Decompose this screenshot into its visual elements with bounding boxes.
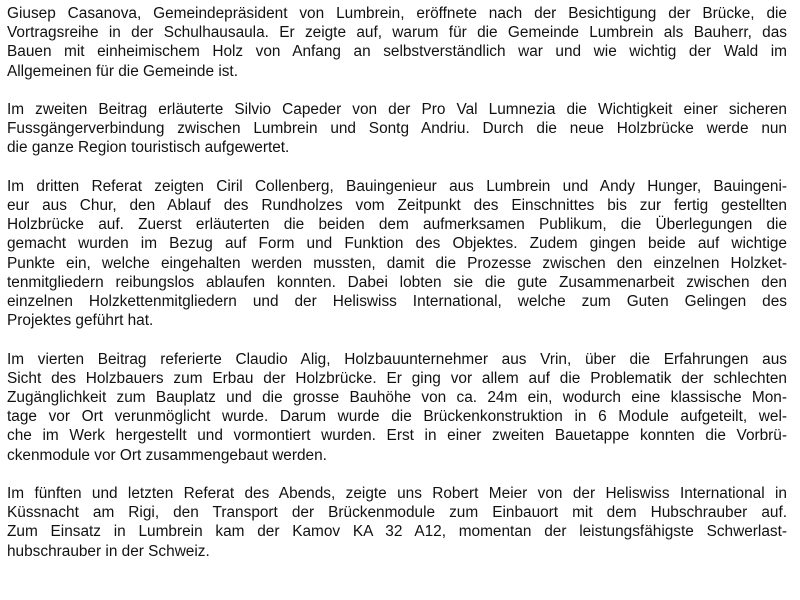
paragraph-fourth-talk bbox=[7, 350, 787, 465]
text-line: ckenmodule vor Ort zusammengebaut werden. bbox=[7, 446, 327, 464]
paragraph-opening bbox=[7, 4, 787, 81]
text-line: Zugänglichkeit zum Bauplatz und die grosse Bauhöhe von ca. 24m ein, wodurch eine klassische Mon- bbox=[7, 389, 787, 407]
paragraph-fifth-talk bbox=[7, 484, 787, 561]
text-line: Projektes geführt hat. bbox=[7, 312, 154, 330]
text-line: einzelnen Holzkettenmitgliedern und der Heliswiss International, welche zum Guten Gelingen des bbox=[7, 293, 787, 311]
paragraph-second-talk bbox=[7, 100, 787, 158]
text-line: tage vor Ort verunmöglicht wurde. Darum wurde die Brückenkonstruktion in 6 Module aufgeteilt, wel- bbox=[7, 408, 787, 426]
text-line: Holzbrücke auf. Zuerst erläuterten die beiden dem aufmerksamen Publikum, die Überlegungen die bbox=[7, 216, 787, 234]
text-line: Im vierten Beitrag referierte Claudio Alig, Holzbauunternehmer aus Vrin, über die Erfahrungen aus bbox=[7, 350, 787, 368]
text-line: Sicht des Holzbauers zum Erbau der Holzbrücke. Er ging vor allem auf die Problematik der schlechten bbox=[7, 369, 787, 387]
text-line: eur aus Chur, den Ablauf des Rundholzes vom Zeitpunkt des Einschnittes bis zur fertig gestellten bbox=[7, 197, 787, 214]
text-line: che im Werk hergestellt und vormontiert wurden. Erst in einer zweiten Bauetappe konnten die Vorbrü- bbox=[7, 427, 787, 445]
text-line: hubschrauber in der Schweiz. bbox=[7, 542, 210, 560]
text-line: Bauen mit einheimischem Holz von Anfang an selbstverständlich war und wie wichtig der Wald im bbox=[7, 43, 787, 61]
text-line: Zum Einsatz in Lumbrein kam der Kamov KA 32 A12, momentan der leistungsfähigste Schwerlast- bbox=[7, 523, 787, 541]
text-line: Im fünften und letzten Referat des Abends, zeigte uns Robert Meier von der Heliswiss International in bbox=[7, 485, 787, 503]
text-line: Küssnacht am Rigi, den Transport der Brückenmodule zum Einbauort mit dem Hubschrauber auf. bbox=[7, 504, 787, 522]
text-line: Im dritten Referat zeigten Ciril Collenberg, Bauingenieur aus Lumbrein und Andy Hunger, Bauingeni- bbox=[7, 177, 787, 195]
text-line: Im zweiten Beitrag erläuterte Silvio Capeder von der Pro Val Lumnezia die Wichtigkeit einer sicheren bbox=[7, 101, 787, 118]
paragraph-third-talk bbox=[7, 177, 787, 331]
text-line: Giusep Casanova, Gemeindepräsident von Lumbrein, eröffnete nach der Besichtigung der Brücke, die bbox=[7, 5, 787, 22]
text-line: Punkte ein, welche eingehalten werden mussten, damit die Prozesse zwischen den einzelnen Holzket- bbox=[7, 254, 787, 272]
text-line: Vortragsreihe in der Schulhausaula. Er zeigte auf, warum für die Gemeinde Lumbrein als Bauherr, das bbox=[7, 24, 787, 42]
document-body bbox=[7, 4, 787, 580]
text-line: Fussgängerverbindung zwischen Lumbrein und Sontg Andriu. Durch die neue Holzbrücke werde nun bbox=[7, 120, 787, 138]
text-line: die ganze Region touristisch aufgewertet. bbox=[7, 139, 290, 157]
text-line: Allgemeinen für die Gemeinde ist. bbox=[7, 62, 238, 80]
text-line: tenmitgliedern reibungslos ablaufen konnten. Dabei lobten sie die gute Zusammenarbeit zwischen den bbox=[7, 273, 787, 291]
text-line: gemacht wurden im Bezug auf Form und Funktion des Objektes. Zudem gingen beide auf wichtige bbox=[7, 235, 787, 253]
